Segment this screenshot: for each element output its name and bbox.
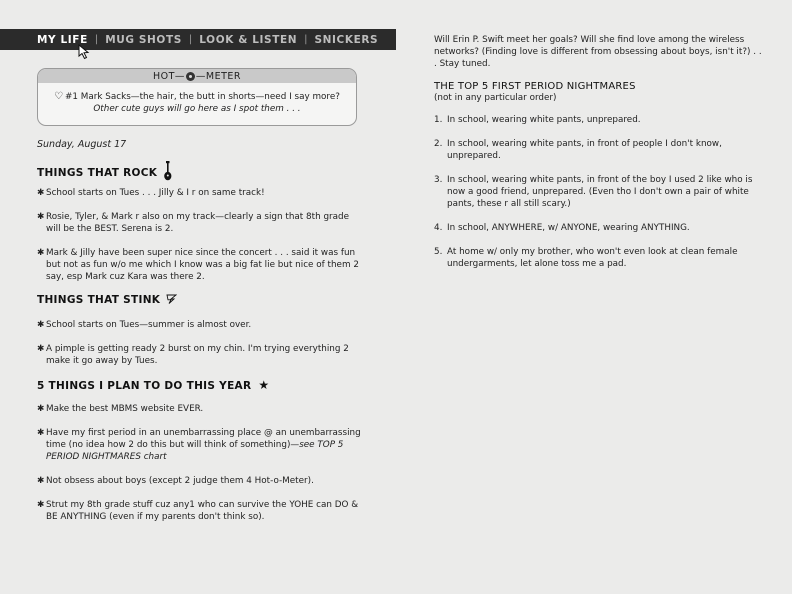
list-item: ✱ Not obsess about boys (except 2 judge them 4 Hot-o-Meter). bbox=[37, 476, 314, 486]
list-item: ✱ Have my first period in an unembarrassing place @ an unembarrassing time (no idea how 2 do this but will think of something)—see TOP 5 PERIOD NIGHTMARES chart bbox=[37, 428, 361, 462]
intro-paragraph: Will Erin P. Swift meet her goals? Will she find love among the wireless networks? (Finding love is different from obsessing about boys, isn't it?) . . . Stay tuned. bbox=[434, 35, 762, 69]
hot-o-meter-box bbox=[37, 68, 357, 126]
heading-things-that-rock: THINGS THAT ROCK bbox=[37, 161, 172, 181]
hot-o-meter-note: Other cute guys will go here as I spot them . . . bbox=[93, 104, 301, 114]
list-item: ✱ School starts on Tues . . . Jilly & I r on same track! bbox=[37, 188, 265, 198]
list-item: 5. At home w/ only my brother, who won't even look at clean female undergarments, let alone toss me a pad. bbox=[434, 247, 738, 269]
list-item: ✱ Rosie, Tyler, & Mark r also on my track—clearly a sign that 8th grade will be the BEST. Serena is 2. bbox=[37, 212, 350, 234]
site-nav-bar bbox=[0, 29, 396, 50]
hot-o-meter-entry: ♡ #1 Mark Sacks—the hair, the butt in shorts—need I say more? bbox=[54, 91, 340, 102]
list-item: 1. In school, wearing white pants, unprepared. bbox=[434, 115, 641, 125]
bullet-icon: ✱ bbox=[37, 428, 45, 438]
list-item: 3. In school, wearing white pants, in front of the boy I used 2 like who is now a good friend, unprepared. (Even tho I don't own a pair of white pants, these r all still scary.) bbox=[434, 175, 753, 209]
nightmares-subtitle: (not in any particular order) bbox=[434, 93, 557, 103]
list-item: 2. In school, wearing white pants, in front of people I don't know, unprepared. bbox=[434, 139, 722, 161]
list-item: 4. In school, ANYWHERE, w/ ANYONE, wearing ANYTHING. bbox=[434, 223, 690, 233]
bullet-icon: ✱ bbox=[37, 248, 45, 258]
right-page bbox=[434, 34, 764, 270]
bullet-icon: ✱ bbox=[37, 500, 45, 510]
heading-things-that-stink: THINGS THAT STINK bbox=[37, 294, 177, 306]
nav-look-listen[interactable]: LOOK & LISTEN bbox=[199, 33, 298, 46]
nav-mug-shots[interactable]: MUG SHOTS bbox=[105, 33, 182, 46]
cursor-icon bbox=[78, 44, 90, 60]
list-item: ✱ School starts on Tues—summer is almost over. bbox=[37, 320, 252, 330]
nav-separator: | bbox=[188, 34, 193, 45]
list-item: ✱ Strut my 8th grade stuff cuz any1 who can survive the YOHE can DO & BE ANYTHING (even if my parents don't think so). bbox=[37, 500, 359, 522]
nav-separator: | bbox=[94, 34, 99, 45]
heart-icon: ♡ bbox=[54, 91, 64, 102]
bullet-icon: ✱ bbox=[37, 188, 45, 198]
nav-snickers[interactable]: SNICKERS bbox=[314, 33, 379, 46]
nightmares-title: THE TOP 5 FIRST PERIOD NIGHTMARES bbox=[434, 81, 636, 92]
list-item: ✱ Mark & Jilly have been super nice since the concert . . . said it was fun but not as fun w/o me which I know was a big fat lie but nice of them 2 say, esp Mark cuz Kara was there 2. bbox=[37, 248, 359, 282]
nav-separator: | bbox=[304, 34, 308, 45]
heading-plans: 5 THINGS I PLAN TO DO THIS YEAR ★ bbox=[37, 378, 270, 392]
bullet-icon: ✱ bbox=[37, 344, 45, 354]
dial-icon bbox=[186, 72, 195, 81]
list-item: ✱ Make the best MBMS website EVER. bbox=[37, 404, 204, 414]
bolt-icon bbox=[166, 294, 177, 304]
bullet-icon: ✱ bbox=[37, 476, 45, 486]
hot-o-meter-title: HOT — — METER bbox=[38, 69, 356, 83]
bullet-icon: ✱ bbox=[37, 404, 45, 414]
entry-date: Sunday, August 17 bbox=[37, 139, 127, 150]
list-item: ✱ A pimple is getting ready 2 burst on my chin. I'm trying everything 2 make it go away by Tues. bbox=[37, 344, 349, 366]
nav-my-life[interactable]: MY LIFE bbox=[37, 33, 88, 46]
star-icon: ★ bbox=[258, 378, 270, 392]
bullet-icon: ✱ bbox=[37, 320, 45, 330]
guitar-icon bbox=[163, 161, 172, 181]
chart-reference: see TOP 5 PERIOD NIGHTMARES chart bbox=[46, 440, 344, 462]
bullet-icon: ✱ bbox=[37, 212, 45, 222]
